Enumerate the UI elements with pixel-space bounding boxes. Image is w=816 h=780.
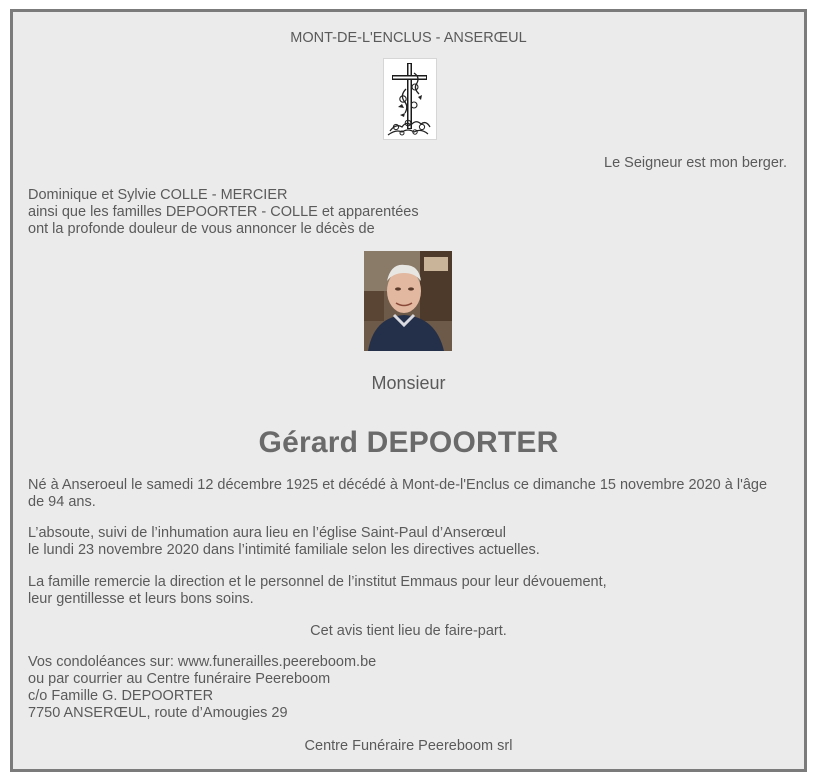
announcement-line-3: ont la profonde douleur de vous annoncer le décès de (28, 221, 375, 237)
verse-quote: Le Seigneur est mon berger. (604, 155, 787, 171)
cross-with-flowers-icon (383, 58, 437, 140)
obituary-card (10, 9, 807, 772)
deceased-name: Gérard DEPOORTER (258, 426, 559, 459)
condolences-line-4: 7750 ANSERŒUL, route d’Amougies 29 (28, 705, 288, 721)
thanks-line-1: La famille remercie la direction et le personnel de l’institut Emmaus pour leur dévouement, (28, 574, 607, 590)
ceremony-line-2: le lundi 23 novembre 2020 dans l’intimité familiale selon les directives actuelles. (28, 542, 540, 558)
announcement-line-2: ainsi que les familles DEPOORTER - COLLE et apparentées (28, 204, 419, 220)
birth-death-line-2: de 94 ans. (28, 494, 96, 510)
announcement-line-1: Dominique et Sylvie COLLE - MERCIER (28, 187, 288, 203)
condolences-line-1: Vos condoléances sur: www.funerailles.peereboom.be (28, 654, 377, 670)
condolences-line-2: ou par courrier au Centre funéraire Peereboom (28, 671, 331, 687)
thanks-line-2: leur gentillesse et leurs bons soins. (28, 591, 254, 607)
birth-death-line-1: Né à Anseroeul le samedi 12 décembre 1925 et décédé à Mont-de-l'Enclus ce dimanche 15 novembre 2020 à l'âge (28, 477, 768, 493)
notice-text: Cet avis tient lieu de faire-part. (310, 623, 507, 639)
condolences-line-3: c/o Famille G. DEPOORTER (28, 688, 214, 704)
location-header: MONT-DE-L'ENCLUS - ANSERŒUL (290, 30, 527, 46)
portrait-photo (364, 251, 452, 351)
ceremony-line-1: L’absoute, suivi de l’inhumation aura lieu en l’église Saint-Paul d’Anserœul (28, 525, 506, 541)
deceased-title: Monsieur (371, 373, 446, 393)
footer-funeral-home: Centre Funéraire Peereboom srl (304, 738, 513, 754)
